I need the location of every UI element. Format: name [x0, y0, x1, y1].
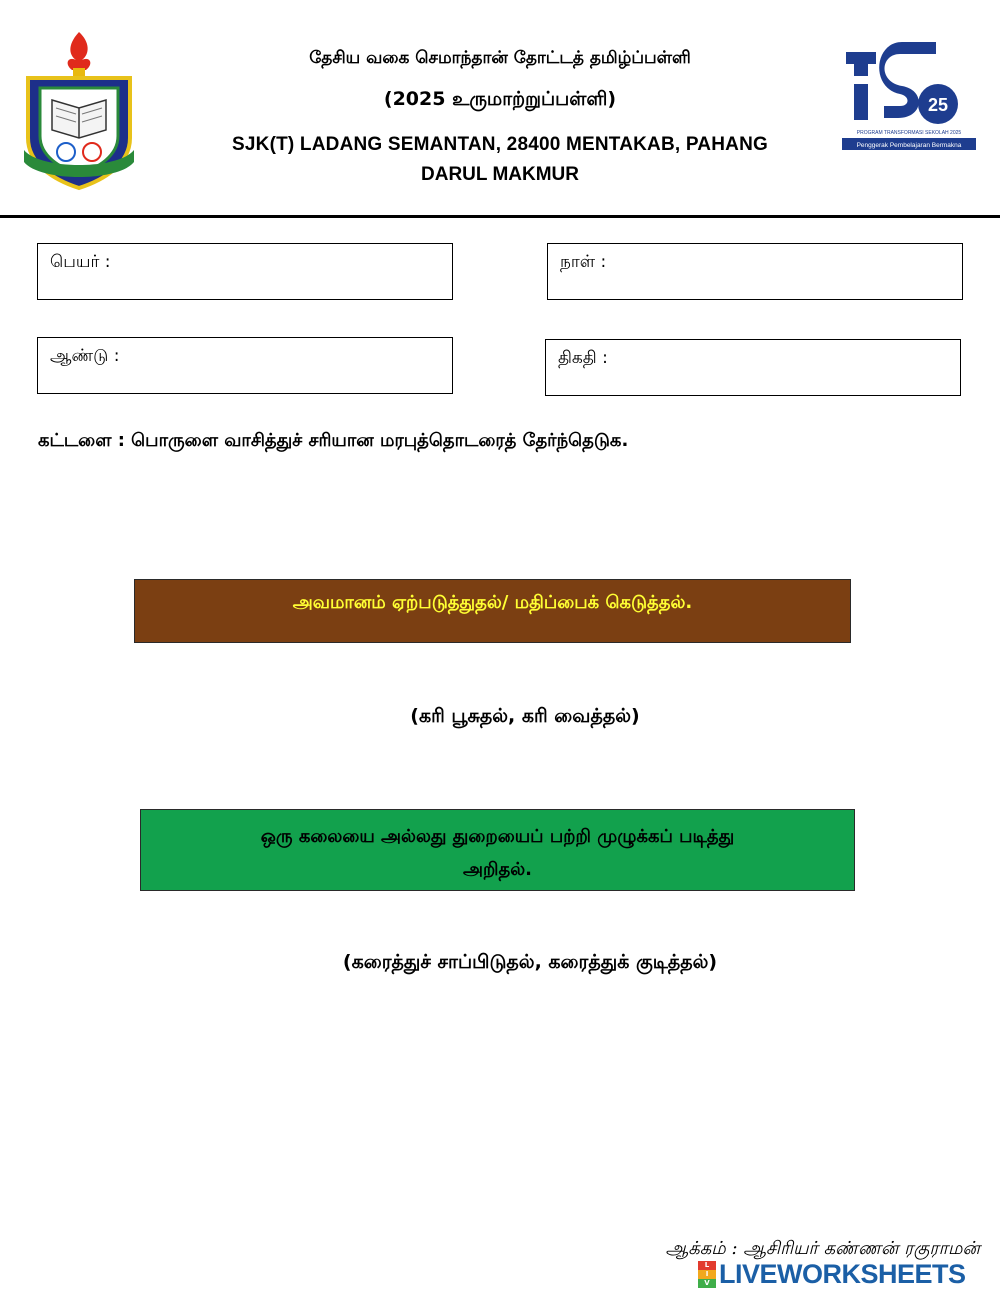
day-label: நாள் : — [560, 252, 607, 272]
liveworksheets-watermark — [698, 1258, 966, 1290]
school-crest-logo — [20, 30, 138, 192]
date-field[interactable] — [545, 339, 961, 396]
answer-options-1[interactable]: (கரி பூசுதல், கரி வைத்தல்) — [410, 705, 640, 727]
logo-banner-text: Penggerak Pembelajaran Bermakna — [856, 142, 962, 149]
meaning-box-2 — [140, 809, 855, 891]
date-label: திகதி : — [558, 348, 608, 368]
name-label: பெயர் : — [50, 252, 111, 272]
meaning-text-2-line2: அறிதல். — [463, 859, 532, 880]
school-name-line2: DARUL MAKMUR — [421, 164, 579, 185]
liveworksheets-text: LIVEWORKSHEETS — [719, 1258, 966, 1289]
header-divider — [0, 215, 1000, 218]
school-crest-icon — [20, 30, 138, 192]
school-title-tamil: தேசிய வகை செமாந்தான் தோட்டத் தமிழ்ப்பள்ளி — [309, 48, 691, 68]
year-label: ஆண்டு : — [50, 346, 120, 366]
liveworksheets-mark-icon: L I V — [698, 1261, 716, 1288]
day-field[interactable] — [547, 243, 963, 300]
author-credit: ஆக்கம் : ஆசிரியர் கண்ணன் ரகுராமன் — [665, 1238, 980, 1259]
meaning-text-1: அவமானம் ஏற்படுத்துதல்/ மதிப்பைக் கெடுத்தல். — [292, 592, 693, 613]
logo-small-text: PROGRAM TRANSFORMASI SEKOLAH 2025 — [856, 130, 962, 136]
school-subtitle-tamil: (2025 உருமாற்றுப்பள்ளி) — [383, 88, 617, 110]
meaning-text-2-line1: ஒரு கலையை அல்லது துறையைப் பற்றி முழுக்கப் படித்து — [260, 826, 735, 847]
meaning-box-1 — [134, 579, 851, 643]
school-name-line1: SJK(T) LADANG SEMANTAN, 28400 MENTAKAB, PAHANG — [232, 134, 768, 155]
instruction-text: கட்டளை : பொருளை வாசித்துச் சரியான மரபுத்தொடரைத் தேர்ந்தெடுக. — [38, 430, 629, 451]
name-field[interactable] — [37, 243, 453, 300]
year-field[interactable] — [37, 337, 453, 394]
ts25-logo — [840, 36, 978, 154]
svg-text:25: 25 — [927, 95, 949, 115]
answer-options-2[interactable]: (கரைத்துச் சாப்பிடுதல், கரைத்துக் குடித்தல்) — [342, 951, 718, 973]
ts25-logo-icon — [840, 36, 978, 154]
